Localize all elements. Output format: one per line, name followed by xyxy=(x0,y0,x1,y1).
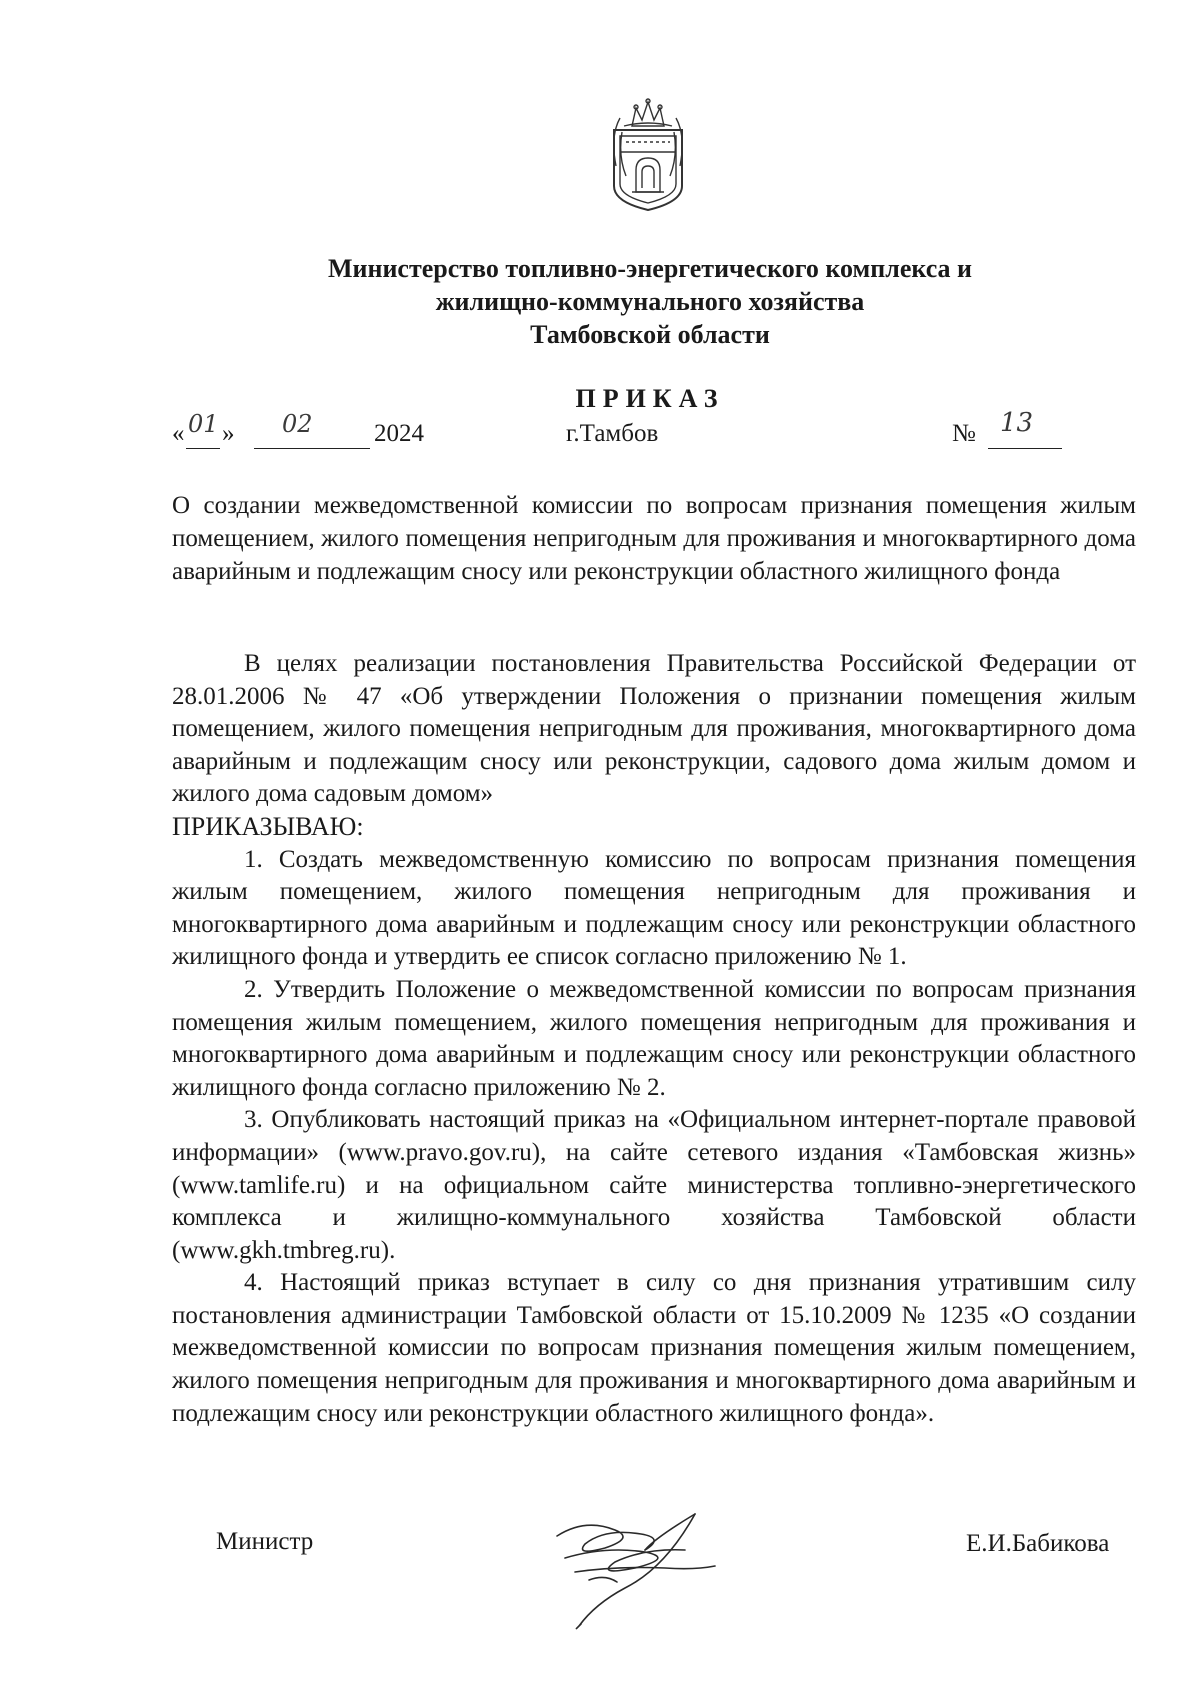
order-word: ПРИКАЗЫВАЮ: xyxy=(172,811,364,841)
signer-title: Министр xyxy=(216,1528,314,1555)
order-subject: О создании межведомственной комиссии по вопросам признания помещения жилым помещением, жилого помещения непригодным для проживания и многоквартирного дома аварийным и подлежащим сносу или реконструкции областного жилищного фонда xyxy=(172,492,1136,585)
month-underline xyxy=(254,448,370,449)
order-item: 2. Утвердить Положение о межведомственной комиссии по вопросам признания помещения жилым помещением, жилого помещения непригодным для проживания и многоквартирного дома аварийным и подлежащим сносу или реконструкции областного жилищного фонда согласно приложению № 2. xyxy=(172,975,1136,1101)
open-quote: « xyxy=(172,420,185,447)
order-body xyxy=(172,648,1136,1430)
signer-name: Е.И.Бабикова xyxy=(966,1530,1110,1557)
city: г.Тамбов xyxy=(566,420,659,447)
handwritten-day: 01 xyxy=(188,410,219,438)
handwritten-month: 02 xyxy=(282,410,313,438)
order-item: 3. Опубликовать настоящий приказ на «Официальном интернет-портале правовой информации» (www.pravo.gov.ru), на сайте сетевого издания «Тамбовская жизнь» (www.tamlife.ru) и на официальном сайте министерства топливно-энергетического комплекса и жилищно-коммунального хозяйства Тамбовской области (www.gkh.tmbreg.ru). xyxy=(172,1106,1136,1264)
ministry-line: жилищно-коммунального хозяйства xyxy=(435,287,865,316)
order-item: 4. Настоящий приказ вступает в силу со дня признания утратившим силу постановления администрации Тамбовской области от 15.10.2009 № 1235 «О создании межведомственной комиссии по вопросам признания помещения жилым помещением, жилого помещения непригодным для проживания и многоквартирного дома аварийным и подлежащим сносу или реконструкции областного жилищного фонда». xyxy=(172,1269,1136,1427)
order-item: 1. Создать межведомственную комиссию по вопросам признания помещения жилым помещением, жилого помещения непригодным для проживания и многоквартирного дома аварийным и подлежащим сносу или реконструкции областного жилищного фонда и утвердить ее список согласно приложению № 1. xyxy=(172,845,1136,971)
day-underline xyxy=(186,448,220,449)
year: 2024 xyxy=(374,420,424,447)
close-quote: » xyxy=(222,420,235,447)
number-underline xyxy=(988,448,1062,449)
signature-icon xyxy=(545,1508,745,1638)
ministry-line: Министерство топливно-энергетического комплекса и xyxy=(327,254,973,283)
ministry-line: Тамбовской области xyxy=(530,320,770,349)
order-title: ПРИКАЗ xyxy=(575,384,725,413)
ministry-header xyxy=(200,252,1100,351)
handwritten-number: 13 xyxy=(1000,408,1034,438)
date-row xyxy=(0,408,1200,462)
number-label: № xyxy=(952,420,976,447)
coat-of-arms-icon xyxy=(602,96,694,214)
preamble-paragraph: В целях реализации постановления Правительства Российской Федерации от 28.01.2006 № 47 «Об утверждении Положения о признании помещения жилым помещением, жилого помещения непригодным для проживания, многоквартирного дома аварийным и подлежащим сносу или реконструкции, садового дома жилым домом и жилого дома садовым домом» xyxy=(172,650,1136,808)
